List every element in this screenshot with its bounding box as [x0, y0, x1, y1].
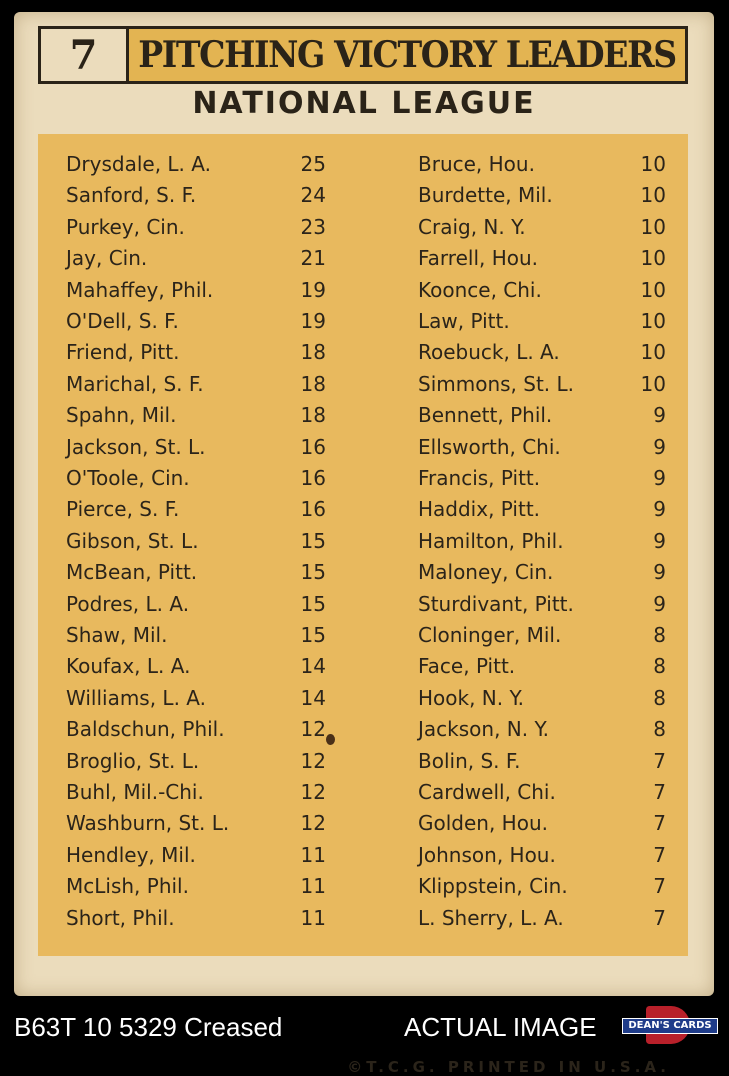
leader-row — [418, 808, 666, 839]
card-header — [38, 26, 688, 84]
leader-row — [418, 369, 666, 400]
pitcher-wins: 9 — [653, 591, 666, 616]
pitcher-wins: 10 — [640, 309, 666, 333]
leader-row — [66, 180, 326, 211]
card-stain-mark — [326, 734, 335, 745]
pitcher-name: Drysdale, L. A. — [66, 152, 211, 176]
leader-row — [66, 432, 326, 463]
pitcher-name: Broglio, St. L. — [66, 748, 200, 773]
pitcher-name: Buhl, Mil.-Chi. — [66, 780, 204, 804]
pitcher-wins: 9 — [653, 434, 666, 459]
pitcher-wins: 12 — [300, 748, 326, 773]
leader-row — [66, 526, 326, 557]
leader-row — [418, 903, 666, 934]
pitcher-wins: 11 — [300, 842, 326, 867]
leader-row — [418, 180, 666, 211]
leader-row — [66, 808, 326, 839]
leader-row — [66, 777, 326, 808]
pitcher-name: Cloninger, Mil. — [418, 623, 562, 647]
pitcher-name: O'Toole, Cin. — [66, 466, 190, 490]
leader-row — [418, 400, 666, 431]
pitcher-wins: 15 — [300, 528, 326, 553]
pitcher-name: Hamilton, Phil. — [418, 528, 564, 553]
pitcher-wins: 8 — [653, 717, 666, 742]
leader-row — [66, 714, 326, 745]
pitcher-wins: 9 — [653, 403, 666, 428]
leader-row — [418, 620, 666, 651]
leader-row — [66, 557, 326, 588]
pitcher-name: Purkey, Cin. — [66, 214, 185, 239]
pitcher-name: Face, Pitt. — [418, 654, 516, 679]
pitcher-wins: 10 — [640, 340, 666, 365]
leader-row — [418, 683, 666, 714]
leader-row — [418, 337, 666, 368]
pitcher-wins: 19 — [300, 309, 326, 333]
leader-row — [66, 306, 326, 337]
card-grade-caption: B63T 10 5329 Creased — [14, 1012, 283, 1042]
leader-row — [66, 494, 326, 525]
leader-row — [418, 149, 666, 180]
leader-row — [418, 840, 666, 871]
pitcher-wins: 10 — [640, 214, 666, 239]
card-number: 7 — [41, 29, 129, 81]
pitcher-name: Washburn, St. L. — [66, 811, 230, 836]
pitcher-wins: 18 — [300, 403, 326, 428]
leader-row — [418, 275, 666, 306]
pitcher-name: Burdette, Mil. — [418, 183, 553, 208]
pitcher-wins: 7 — [653, 780, 666, 804]
deans-cards-logo — [622, 1006, 718, 1044]
pitcher-name: Jackson, St. L. — [66, 434, 206, 459]
pitcher-wins: 7 — [653, 905, 666, 930]
pitcher-name: L. Sherry, L. A. — [418, 905, 564, 930]
pitcher-wins: 21 — [300, 246, 326, 271]
pitcher-wins: 8 — [653, 685, 666, 710]
pitcher-name: Mahaffey, Phil. — [66, 277, 214, 302]
pitcher-wins: 15 — [300, 560, 326, 585]
pitcher-wins: 9 — [653, 497, 666, 522]
pitcher-name: Koufax, L. A. — [66, 654, 191, 679]
pitcher-wins: 16 — [300, 466, 326, 490]
pitcher-name: Haddix, Pitt. — [418, 497, 541, 522]
pitcher-name: Hook, N. Y. — [418, 685, 525, 710]
pitcher-name: O'Dell, S. F. — [66, 309, 179, 333]
pitcher-name: Jackson, N. Y. — [418, 717, 549, 742]
leader-row — [418, 557, 666, 588]
pitcher-name: Cardwell, Chi. — [418, 780, 556, 804]
pitcher-wins: 12 — [300, 780, 326, 804]
pitcher-wins: 8 — [653, 623, 666, 647]
pitcher-name: Spahn, Mil. — [66, 403, 177, 428]
pitcher-wins: 7 — [653, 874, 666, 899]
pitcher-wins: 7 — [653, 811, 666, 836]
pitcher-wins: 25 — [300, 152, 326, 176]
pitcher-wins: 10 — [640, 371, 666, 396]
pitcher-name: Shaw, Mil. — [66, 623, 168, 647]
pitcher-name: Craig, N. Y. — [418, 214, 526, 239]
leader-row — [418, 651, 666, 682]
pitcher-name: Francis, Pitt. — [418, 466, 541, 490]
pitcher-name: Williams, L. A. — [66, 685, 206, 710]
pitcher-wins: 14 — [300, 685, 326, 710]
leader-row — [418, 306, 666, 337]
actual-image-caption: ACTUAL IMAGE — [404, 1012, 597, 1042]
pitcher-name: McBean, Pitt. — [66, 560, 198, 585]
leader-row — [418, 777, 666, 808]
pitcher-name: Roebuck, L. A. — [418, 340, 560, 365]
pitcher-wins: 10 — [640, 246, 666, 271]
caption-bar — [0, 1002, 729, 1050]
leader-row — [66, 212, 326, 243]
pitcher-wins: 12 — [300, 717, 326, 742]
pitcher-wins: 15 — [300, 623, 326, 647]
pitcher-wins: 24 — [300, 183, 326, 208]
pitcher-name: Golden, Hou. — [418, 811, 548, 836]
pitcher-name: Law, Pitt. — [418, 309, 510, 333]
pitcher-wins: 8 — [653, 654, 666, 679]
leader-row — [66, 746, 326, 777]
pitcher-wins: 9 — [653, 560, 666, 585]
leader-row — [66, 400, 326, 431]
leader-row — [66, 149, 326, 180]
logo-banner: DEAN'S CARDS — [622, 1018, 718, 1034]
pitcher-name: Baldschun, Phil. — [66, 717, 225, 742]
pitcher-wins: 10 — [640, 183, 666, 208]
pitcher-name: Farrell, Hou. — [418, 246, 539, 271]
pitcher-name: McLish, Phil. — [66, 874, 189, 899]
leader-row — [418, 746, 666, 777]
leader-row — [418, 589, 666, 620]
copyright-footer: ©T.C.G. PRINTED IN U.S.A. — [347, 1058, 670, 1076]
leader-row — [418, 714, 666, 745]
pitcher-wins: 9 — [653, 528, 666, 553]
pitcher-name: Koonce, Chi. — [418, 277, 542, 302]
pitcher-wins: 18 — [300, 340, 326, 365]
leader-row — [418, 212, 666, 243]
leader-row — [66, 903, 326, 934]
pitcher-wins: 18 — [300, 371, 326, 396]
pitcher-name: Gibson, St. L. — [66, 528, 199, 553]
leader-row — [418, 494, 666, 525]
pitcher-name: Bruce, Hou. — [418, 152, 535, 176]
pitcher-wins: 9 — [653, 466, 666, 490]
leader-row — [418, 463, 666, 494]
pitcher-name: Bennett, Phil. — [418, 403, 553, 428]
pitcher-wins: 10 — [640, 152, 666, 176]
pitcher-name: Short, Phil. — [66, 905, 175, 930]
leader-row — [66, 620, 326, 651]
pitcher-name: Bolin, S. F. — [418, 748, 521, 773]
pitcher-name: Sturdivant, Pitt. — [418, 591, 574, 616]
leader-row — [66, 463, 326, 494]
pitcher-name: Podres, L. A. — [66, 591, 190, 616]
pitcher-name: Marichal, S. F. — [66, 371, 204, 396]
pitcher-wins: 16 — [300, 497, 326, 522]
league-subtitle: NATIONAL LEAGUE — [192, 86, 536, 121]
pitcher-name: Pierce, S. F. — [66, 497, 180, 522]
pitcher-wins: 10 — [640, 277, 666, 302]
pitcher-name: Ellsworth, Chi. — [418, 434, 561, 459]
leader-row — [66, 369, 326, 400]
pitcher-name: Maloney, Cin. — [418, 560, 554, 585]
pitcher-name: Klippstein, Cin. — [418, 874, 568, 899]
leader-row — [418, 432, 666, 463]
pitcher-name: Simmons, St. L. — [418, 371, 575, 396]
pitcher-wins: 15 — [300, 591, 326, 616]
pitcher-wins: 12 — [300, 811, 326, 836]
pitcher-wins: 23 — [300, 214, 326, 239]
leader-row — [66, 840, 326, 871]
pitcher-wins: 7 — [653, 748, 666, 773]
leader-row — [66, 651, 326, 682]
pitcher-name: Sanford, S. F. — [66, 183, 197, 208]
leader-row — [66, 275, 326, 306]
leader-row — [66, 589, 326, 620]
leader-row — [66, 683, 326, 714]
pitcher-wins: 11 — [300, 874, 326, 899]
pitcher-wins: 16 — [300, 434, 326, 459]
pitcher-wins: 19 — [300, 277, 326, 302]
leader-row — [418, 871, 666, 902]
pitcher-wins: 11 — [300, 905, 326, 930]
leader-row — [66, 871, 326, 902]
pitcher-name: Friend, Pitt. — [66, 340, 180, 365]
leader-row — [418, 243, 666, 274]
leader-row — [418, 526, 666, 557]
pitcher-name: Hendley, Mil. — [66, 842, 196, 867]
pitcher-name: Johnson, Hou. — [418, 842, 556, 867]
pitcher-wins: 7 — [653, 842, 666, 867]
card-title: PITCHING VICTORY LEADERS — [138, 34, 676, 76]
pitcher-wins: 14 — [300, 654, 326, 679]
leader-row — [66, 337, 326, 368]
leader-row — [66, 243, 326, 274]
pitcher-name: Jay, Cin. — [66, 246, 148, 271]
